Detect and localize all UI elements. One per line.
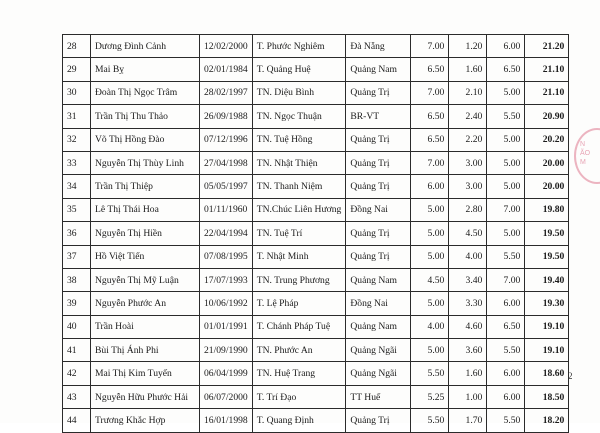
cell-temple: TN. Huệ Trang [252, 362, 346, 385]
cell-dob: 12/02/2000 [200, 35, 253, 58]
cell-total: 20.00 [525, 151, 569, 174]
cell-dob: 05/05/1997 [200, 175, 253, 198]
cell-score-3: 6.50 [487, 315, 525, 338]
cell-stt: 30 [63, 81, 91, 104]
cell-score-3: 7.00 [487, 268, 525, 291]
table-row [63, 339, 569, 362]
cell-province: Quảng Ngãi [346, 339, 411, 362]
cell-total: 19.50 [525, 222, 569, 245]
results-table-body [63, 35, 569, 433]
cell-dob: 17/07/1993 [200, 268, 253, 291]
cell-province: Đồng Nai [346, 292, 411, 315]
cell-total: 20.90 [525, 105, 569, 128]
cell-score-2: 4.60 [449, 315, 487, 338]
cell-total: 21.20 [525, 35, 569, 58]
cell-temple: T. Chánh Pháp Tuệ [252, 315, 346, 338]
cell-score-2: 1.20 [449, 35, 487, 58]
cell-name: Nguyễn Thị Hiền [91, 222, 200, 245]
cell-dob: 06/07/2000 [200, 385, 253, 408]
cell-dob: 02/01/1984 [200, 58, 253, 81]
table-row [63, 175, 569, 198]
cell-temple: T. Trí Đạo [252, 385, 346, 408]
cell-score-3: 6.00 [487, 35, 525, 58]
table-row [63, 385, 569, 408]
cell-score-1: 6.00 [411, 175, 449, 198]
table-row [63, 81, 569, 104]
cell-total: 20.00 [525, 175, 569, 198]
page-number: 2 [568, 371, 573, 381]
cell-stt: 44 [63, 409, 91, 432]
cell-province: Quảng Trị [346, 151, 411, 174]
stamp-line: N [580, 141, 586, 148]
cell-province: Đà Nẵng [346, 35, 411, 58]
table-row [63, 292, 569, 315]
cell-score-3: 5.00 [487, 222, 525, 245]
table-row [63, 35, 569, 58]
cell-name: Trần Thị Thiệp [91, 175, 200, 198]
cell-stt: 34 [63, 175, 91, 198]
cell-total: 21.10 [525, 81, 569, 104]
cell-name: Mai Bỵ [91, 58, 200, 81]
cell-province: TT Huế [346, 385, 411, 408]
cell-score-1: 5.50 [411, 409, 449, 432]
cell-stt: 33 [63, 151, 91, 174]
cell-score-2: 1.60 [449, 362, 487, 385]
table-row [63, 315, 569, 338]
cell-score-1: 5.00 [411, 339, 449, 362]
cell-temple: TN. Tuệ Hồng [252, 128, 346, 151]
cell-score-1: 7.00 [411, 35, 449, 58]
cell-temple: TN. Phước An [252, 339, 346, 362]
cell-temple: TN.Chúc Liên Hương [252, 198, 346, 221]
cell-temple: TN. Nhật Thiện [252, 151, 346, 174]
cell-dob: 21/09/1990 [200, 339, 253, 362]
cell-name: Nguyễn Hữu Phước Hải [91, 385, 200, 408]
table-row [63, 128, 569, 151]
cell-stt: 31 [63, 105, 91, 128]
cell-dob: 01/11/1960 [200, 198, 253, 221]
cell-stt: 32 [63, 128, 91, 151]
stamp-line: ÃO [580, 150, 591, 157]
table-row [63, 268, 569, 291]
cell-stt: 36 [63, 222, 91, 245]
cell-score-2: 2.20 [449, 128, 487, 151]
cell-name: Nguyễn Thị Thùy Linh [91, 151, 200, 174]
cell-province: Quảng Ngãi [346, 362, 411, 385]
cell-dob: 27/04/1998 [200, 151, 253, 174]
cell-score-2: 3.00 [449, 151, 487, 174]
cell-stt: 40 [63, 315, 91, 338]
cell-score-3: 7.00 [487, 198, 525, 221]
cell-dob: 26/09/1988 [200, 105, 253, 128]
cell-temple: T. Lệ Pháp [252, 292, 346, 315]
cell-province: Quảng Nam [346, 268, 411, 291]
cell-score-2: 3.30 [449, 292, 487, 315]
cell-stt: 42 [63, 362, 91, 385]
cell-dob: 16/01/1998 [200, 409, 253, 432]
cell-score-1: 6.50 [411, 58, 449, 81]
cell-score-3: 5.50 [487, 245, 525, 268]
cell-score-3: 5.50 [487, 105, 525, 128]
cell-temple: TN. Trung Phương [252, 268, 346, 291]
table-row [63, 409, 569, 432]
cell-total: 19.80 [525, 198, 569, 221]
red-seal-stamp [574, 128, 600, 184]
cell-temple: TN. Tuệ Trí [252, 222, 346, 245]
cell-total: 18.50 [525, 385, 569, 408]
cell-province: Quảng Trị [346, 222, 411, 245]
cell-score-2: 4.00 [449, 245, 487, 268]
cell-dob: 28/02/1997 [200, 81, 253, 104]
cell-dob: 01/01/1991 [200, 315, 253, 338]
table-row [63, 58, 569, 81]
cell-name: Đoàn Thị Ngọc Trâm [91, 81, 200, 104]
cell-score-2: 3.00 [449, 175, 487, 198]
cell-temple: TN. Thanh Niệm [252, 175, 346, 198]
cell-temple: TN. Diệu Bình [252, 81, 346, 104]
cell-total: 19.10 [525, 339, 569, 362]
cell-stt: 37 [63, 245, 91, 268]
cell-name: Dương Đình Cảnh [91, 35, 200, 58]
cell-temple: T. Phước Nghiêm [252, 35, 346, 58]
cell-temple: TN. Ngọc Thuận [252, 105, 346, 128]
cell-stt: 43 [63, 385, 91, 408]
cell-score-1: 5.50 [411, 362, 449, 385]
cell-score-3: 5.50 [487, 339, 525, 362]
cell-temple: T. Quảng Huệ [252, 58, 346, 81]
cell-name: Bùi Thị Ánh Phi [91, 339, 200, 362]
cell-total: 19.40 [525, 268, 569, 291]
cell-score-3: 5.00 [487, 175, 525, 198]
cell-score-1: 5.00 [411, 198, 449, 221]
cell-total: 18.60 [525, 362, 569, 385]
cell-score-3: 6.00 [487, 362, 525, 385]
cell-name: Võ Thị Hồng Đào [91, 128, 200, 151]
cell-score-3: 5.00 [487, 81, 525, 104]
cell-stt: 28 [63, 35, 91, 58]
stamp-line: M [580, 159, 586, 166]
cell-name: Hồ Việt Tiến [91, 245, 200, 268]
cell-dob: 07/12/1996 [200, 128, 253, 151]
cell-score-1: 6.50 [411, 128, 449, 151]
cell-total: 21.10 [525, 58, 569, 81]
cell-province: Quảng Nam [346, 58, 411, 81]
cell-dob: 06/04/1999 [200, 362, 253, 385]
cell-score-2: 2.40 [449, 105, 487, 128]
cell-score-3: 5.00 [487, 151, 525, 174]
cell-province: Quảng Trị [346, 175, 411, 198]
cell-name: Nguyễn Thị Mỹ Luận [91, 268, 200, 291]
cell-stt: 41 [63, 339, 91, 362]
cell-stt: 38 [63, 268, 91, 291]
table-row [63, 105, 569, 128]
cell-score-2: 1.00 [449, 385, 487, 408]
cell-score-2: 4.50 [449, 222, 487, 245]
cell-score-3: 5.50 [487, 409, 525, 432]
cell-score-3: 6.50 [487, 58, 525, 81]
cell-temple: T. Nhật Minh [252, 245, 346, 268]
cell-score-2: 2.10 [449, 81, 487, 104]
cell-province: Quảng Trị [346, 245, 411, 268]
cell-name: Nguyễn Phước An [91, 292, 200, 315]
cell-total: 19.50 [525, 245, 569, 268]
cell-province: BR-VT [346, 105, 411, 128]
results-table [62, 34, 569, 433]
cell-score-3: 5.00 [487, 128, 525, 151]
table-row [63, 362, 569, 385]
table-row [63, 222, 569, 245]
cell-score-1: 4.50 [411, 268, 449, 291]
cell-score-2: 1.60 [449, 58, 487, 81]
cell-score-1: 5.00 [411, 292, 449, 315]
cell-stt: 39 [63, 292, 91, 315]
cell-score-1: 6.50 [411, 105, 449, 128]
cell-score-2: 3.40 [449, 268, 487, 291]
cell-name: Mai Thị Kim Tuyến [91, 362, 200, 385]
cell-stt: 35 [63, 198, 91, 221]
cell-total: 20.20 [525, 128, 569, 151]
cell-dob: 07/08/1995 [200, 245, 253, 268]
cell-total: 19.10 [525, 315, 569, 338]
cell-score-1: 5.25 [411, 385, 449, 408]
cell-score-1: 4.00 [411, 315, 449, 338]
cell-score-2: 3.60 [449, 339, 487, 362]
cell-score-1: 5.00 [411, 222, 449, 245]
cell-name: Lê Thị Thái Hoa [91, 198, 200, 221]
cell-dob: 10/06/1992 [200, 292, 253, 315]
cell-province: Quảng Trị [346, 409, 411, 432]
cell-total: 18.20 [525, 409, 569, 432]
cell-stt: 29 [63, 58, 91, 81]
cell-total: 19.30 [525, 292, 569, 315]
cell-score-1: 7.00 [411, 81, 449, 104]
cell-dob: 22/04/1994 [200, 222, 253, 245]
cell-score-1: 5.00 [411, 245, 449, 268]
cell-score-2: 2.80 [449, 198, 487, 221]
cell-temple: T. Quang Định [252, 409, 346, 432]
cell-name: Trương Khắc Hợp [91, 409, 200, 432]
cell-name: Trần Hoài [91, 315, 200, 338]
cell-score-3: 6.00 [487, 385, 525, 408]
cell-province: Quảng Nam [346, 315, 411, 338]
cell-score-2: 1.70 [449, 409, 487, 432]
cell-province: Quảng Trị [346, 128, 411, 151]
cell-score-1: 7.00 [411, 151, 449, 174]
cell-score-3: 6.00 [487, 292, 525, 315]
table-row [63, 151, 569, 174]
cell-name: Trần Thị Thu Thảo [91, 105, 200, 128]
table-row [63, 245, 569, 268]
table-row [63, 198, 569, 221]
cell-province: Đồng Nai [346, 198, 411, 221]
cell-province: Quảng Trị [346, 81, 411, 104]
